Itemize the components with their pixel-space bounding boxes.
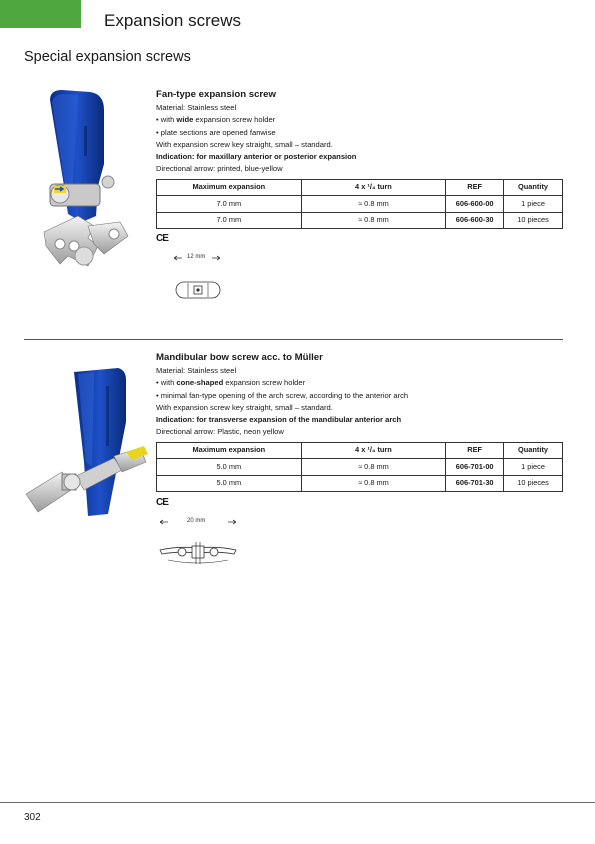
bullet-icon: • [156, 378, 159, 388]
bullet-icon: • [156, 127, 159, 137]
material-text: Material: Stainless steel [156, 103, 237, 112]
col-max-expansion: Maximum expansion [157, 179, 302, 196]
bow-screw-schematic-icon [158, 540, 238, 568]
table-header-row [157, 442, 563, 459]
table-row: 7.0 mm ≈ 0.8 mm 606-600-00 1 piece [157, 196, 563, 213]
product-name: Mandibular bow screw acc. to Müller [156, 352, 323, 363]
feature-bullet-1: • with wide expansion screw holder [156, 115, 276, 125]
spec-table [156, 179, 563, 230]
mandibular-bow-screw-image [22, 366, 152, 522]
feature-bullet-1: • with cone-shaped expansion screw holder [156, 378, 306, 388]
indication-text: Indication: for maxillary anterior or posterior expansion [156, 152, 357, 162]
spec-table [156, 442, 563, 493]
dimension-label: 12 mm [187, 254, 206, 260]
section-title: Special expansion screws [24, 49, 191, 65]
col-quantity: Quantity [504, 179, 563, 196]
table-header-row [157, 179, 563, 196]
indication-text: Indication: for transverse expansion of the mandibular anterior arch [156, 415, 402, 425]
footer-divider [0, 802, 595, 803]
feature-bullet-2: • plate sections are opened fanwise [156, 127, 276, 137]
dimension-label: 20 mm [187, 518, 206, 524]
page-number: 302 [24, 812, 41, 823]
material-text: Material: Stainless steel [156, 366, 237, 375]
col-ref: REF [446, 442, 504, 459]
feature-bullet-2: • minimal fan-type opening of the arch screw, according to the anterior arch [156, 390, 409, 400]
header-accent-tab [0, 0, 81, 28]
section-divider [24, 339, 563, 340]
col-ref: REF [446, 179, 504, 196]
product-name: Fan-type expansion screw [156, 89, 276, 100]
page-title: Expansion screws [104, 11, 242, 30]
col-turn: 4 x ¹/₄ turn [301, 442, 446, 459]
fan-type-screw-product [156, 89, 563, 229]
ce-mark: CE [156, 497, 168, 508]
bullet-icon: • [156, 115, 159, 125]
bullet-icon: • [156, 390, 159, 400]
mandibular-bow-screw-product [156, 352, 563, 492]
table-row: 5.0 mm ≈ 0.8 mm 606-701-00 1 piece [157, 459, 563, 476]
col-quantity: Quantity [504, 442, 563, 459]
key-text: With expansion screw key straight, small – standard. [156, 139, 333, 149]
arrow-text: Directional arrow: printed, blue-yellow [156, 164, 283, 174]
table-row: 5.0 mm ≈ 0.8 mm 606-701-30 10 pieces [157, 475, 563, 492]
key-text: With expansion screw key straight, small – standard. [156, 402, 333, 412]
fan-type-screw-image [38, 86, 138, 272]
ce-mark: CE [156, 233, 168, 244]
col-max-expansion: Maximum expansion [157, 442, 302, 459]
arrow-text: Directional arrow: Plastic, neon yellow [156, 427, 284, 437]
fan-screw-schematic-icon [174, 280, 222, 300]
col-turn: 4 x ¹/₄ turn [301, 179, 446, 196]
table-row: 7.0 mm ≈ 0.8 mm 606-600-30 10 pieces [157, 212, 563, 229]
